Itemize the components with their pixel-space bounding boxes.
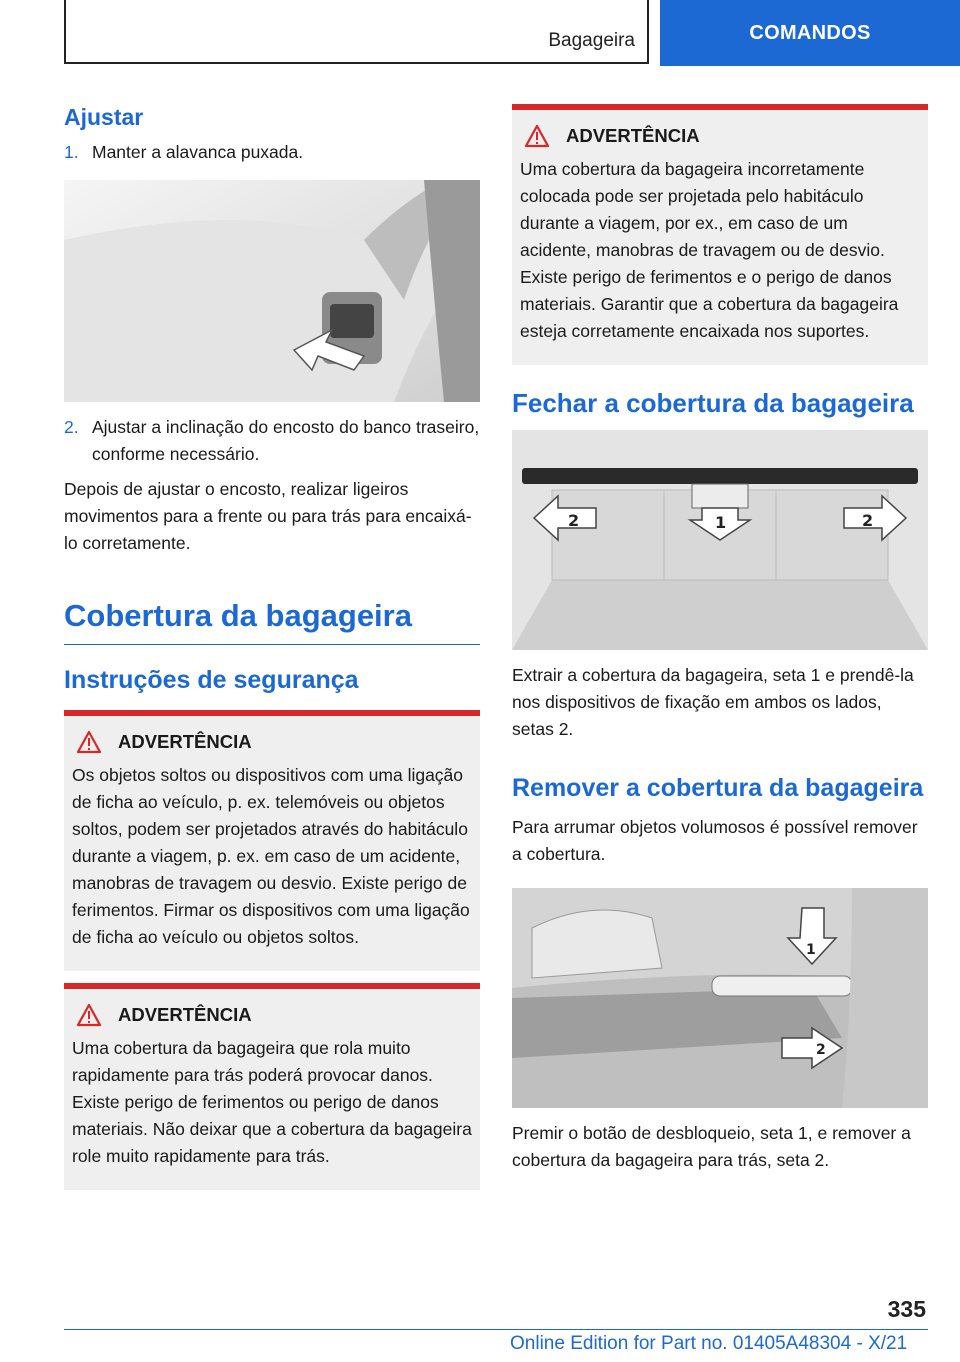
main-heading: Cobertura da bagageira (64, 598, 412, 633)
remove-text: Para arrumar objetos volumosos é possível remover a cobertura. (512, 816, 918, 864)
left-column (64, 100, 480, 1190)
warning-box (64, 710, 480, 971)
warning-title-row (524, 124, 920, 148)
remove-steps-text: Premir o botão de desbloqueio, seta 1, e remover a cobertura da bagageira para trás, seta 2. (512, 1122, 911, 1170)
warning-triangle-icon (76, 1003, 102, 1027)
step-2 (64, 414, 480, 468)
cargo-cover-close-illustration (512, 430, 928, 650)
warning-title-row (76, 1003, 472, 1027)
adjust-note: Depois de ajustar o encosto, realizar ligeiros movimentos para a frente ou para trás para encaixá-lo corretamente. (64, 479, 472, 553)
step-number: 2. (64, 417, 79, 437)
safety-heading: Instruções de segurança (64, 666, 359, 695)
warning-text: Os objetos soltos ou dispositivos com uma ligação de ficha ao veículo, p. ex. telemóveis ou objetos soltos, podem ser projetados através do habitáculo durante a viagem, p. ex. em caso de um acidente, manobras de travagem ou desvio. Existe perigo de ferimentos. Firmar os dispositivos com uma ligação de ficha ao veículo ou objetos soltos. (72, 765, 470, 948)
arrow-label-2-right: 2 (862, 510, 874, 530)
step-text: Manter a alavanca puxada. (92, 142, 304, 162)
warning-title: ADVERTÊNCIA (118, 1004, 252, 1026)
footer-edition-link[interactable]: Online Edition for Part no. 01405A48304 - X/21 (510, 1333, 908, 1354)
close-heading: Fechar a cobertura da bagageira (512, 388, 914, 418)
arrow-label-2: 2 (816, 1041, 826, 1058)
main-heading-block (64, 597, 480, 645)
adjust-heading: Ajustar (64, 104, 144, 130)
step-text: Ajustar a inclinação do encosto do banco traseiro, conforme necessário. (92, 417, 480, 464)
warning-title-row (76, 730, 472, 754)
right-column (512, 104, 928, 1174)
arrow-label-1: 1 (806, 941, 816, 958)
page-number: 335 (887, 1296, 926, 1322)
step-number: 1. (64, 142, 79, 162)
arrow-label-1: 1 (715, 512, 727, 532)
seat-lever-illustration (64, 180, 480, 402)
warning-box (512, 104, 928, 365)
warning-text: Uma cobertura da bagageira que rola muito rapidamente para trás poderá provocar danos. Existe perigo de ferimentos ou perigo de danos materiais. Não deixar que a cobertura da bagageira role muito rapidamente para trás. (72, 1038, 472, 1167)
warning-title: ADVERTÊNCIA (566, 125, 700, 146)
warning-text: Uma cobertura da bagageira incorretamente colocada pode ser projetada pelo habitáculo durante a viagem, por ex., em caso de um acidente, manobras de travagem ou de desvio. Existe perigo de ferimentos e o perigo de danos materiais. Garantir que a cobertura da bagageira esteja corretamente encaixada nos suportes. (520, 159, 899, 341)
warning-triangle-icon (524, 124, 550, 148)
footer-rule (64, 1329, 928, 1330)
step-1 (64, 139, 480, 166)
header-section-title: Bagageira (548, 30, 635, 51)
remove-heading: Remover a cobertura da bagageira (512, 773, 924, 802)
warning-title: ADVERTÊNCIA (118, 731, 252, 753)
header-chapter-tab[interactable]: COMANDOS (660, 0, 960, 66)
cargo-cover-remove-illustration (512, 888, 928, 1108)
warning-box (64, 983, 480, 1190)
arrow-label-2-left: 2 (568, 510, 580, 530)
close-text: Extrair a cobertura da bagageira, seta 1 e prendê-la nos dispositivos de fixação em ambos os lados, setas 2. (512, 664, 914, 739)
warning-triangle-icon (76, 730, 102, 754)
